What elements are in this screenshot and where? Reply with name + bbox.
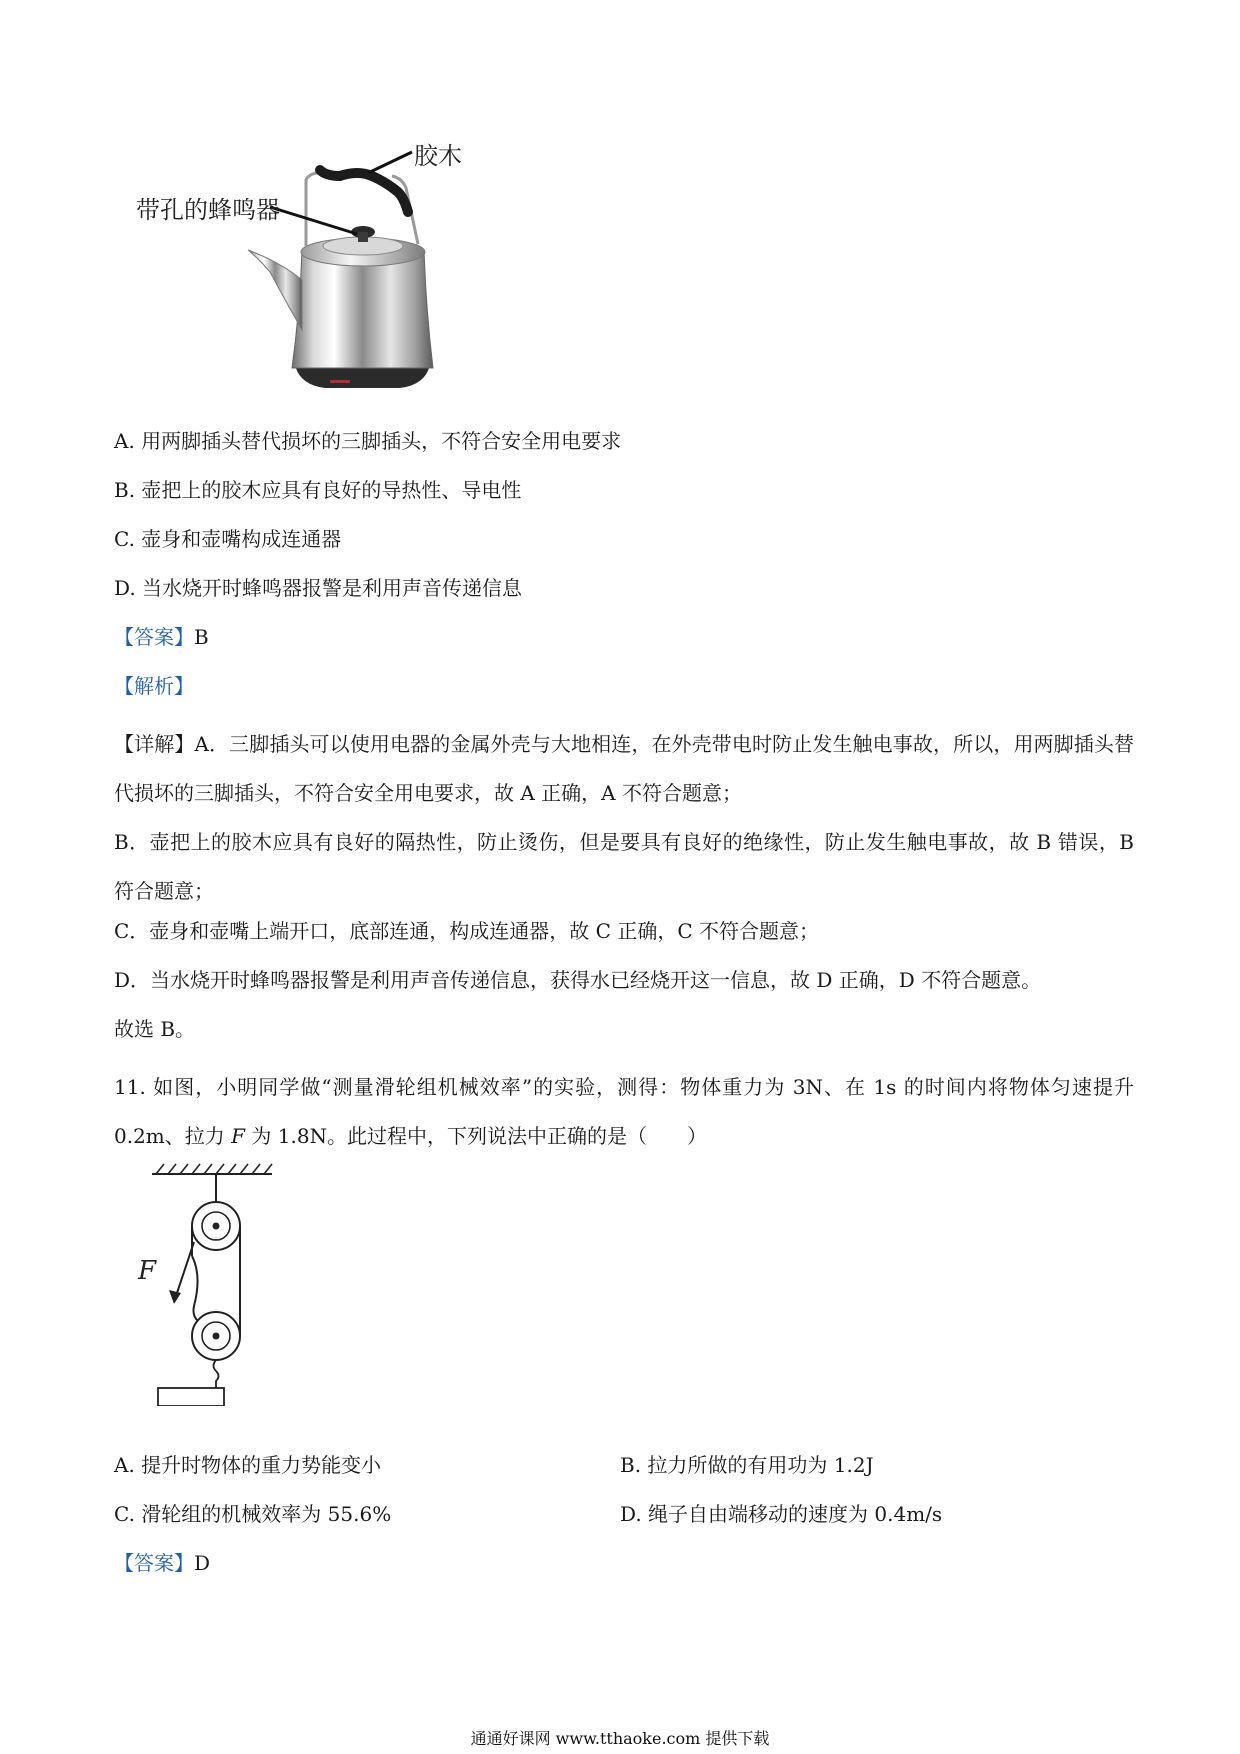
q10-option-c: C. 壶身和壶嘴构成连通器 <box>114 527 342 551</box>
pulley-figure <box>136 1156 286 1406</box>
q11-stem-part2: 为 1.8N。此过程中，下列说法中正确的是（ ） <box>245 1124 708 1148</box>
q10-option-d: D. 当水烧开时蜂鸣器报警是利用声音传递信息 <box>114 576 523 600</box>
answer-value: B <box>194 625 209 649</box>
force-label: F <box>138 1256 157 1286</box>
q10-option-a: A. 用两脚插头替代损坏的三脚插头，不符合安全用电要求 <box>114 429 622 453</box>
q11-option-b: B. 拉力所做的有用功为 1.2J <box>620 1453 874 1477</box>
q11-answer <box>114 1548 210 1578</box>
q10-conclusion: 故选 B。 <box>114 1017 196 1041</box>
q10-detail-c: C．壶身和壶嘴上端开口，底部连通，构成连通器，故 C 正确，C 不符合题意； <box>114 919 819 943</box>
q11-stem-part1: 11. 如图，小明同学做“测量滑轮组机械效率”的实验，测得：物体重力为 3N、在 1s 的时间内将物体匀速提升 0.2m、拉力 <box>114 1075 1134 1148</box>
q11-stem-var: F <box>231 1124 246 1148</box>
detail-a-text: A．三脚插头可以使用电器的金属外壳与大地相连，在外壳带电时防止发生触电事故，所以，用两脚插头替代损坏的三脚插头，不符合安全用电要求，故 A 正确，A 不符合题意； <box>114 732 1134 805</box>
q10-detail-a <box>114 720 1134 818</box>
handle-label: 胶木 <box>414 142 462 170</box>
q10-answer <box>114 622 209 652</box>
q11-option-a: A. 提升时物体的重力势能变小 <box>114 1453 382 1477</box>
q10-detail-d: D．当水烧开时蜂鸣器报警是利用声音传递信息，获得水已经烧开这一信息，故 D 正确，D 不符合题意。 <box>114 968 1042 992</box>
detail-tag: 【详解】 <box>114 732 195 756</box>
kettle-figure <box>130 140 530 400</box>
answer-tag: 【答案】 <box>114 1551 194 1575</box>
q11-stem <box>114 1063 1134 1161</box>
q11-option-c: C. 滑轮组的机械效率为 55.6% <box>114 1502 392 1526</box>
q11-option-d: D. 绳子自由端移动的速度为 0.4m/s <box>620 1502 943 1526</box>
kettle-illustration <box>130 140 530 400</box>
pulley-diagram <box>136 1156 286 1406</box>
answer-tag: 【答案】 <box>114 625 194 649</box>
page-footer: 通通好课网 www.tthaoke.com 提供下载 <box>470 1729 770 1748</box>
q10-analysis-tag: 【解析】 <box>114 674 194 698</box>
q10-option-b: B. 壶把上的胶木应具有良好的导热性、导电性 <box>114 478 522 502</box>
answer-value: D <box>194 1551 211 1575</box>
q10-detail-b: B．壶把上的胶木应具有良好的隔热性，防止烫伤，但是要具有良好的绝缘性，防止发生触电事故，故 B 错误，B 符合题意； <box>114 830 1134 903</box>
buzzer-label: 带孔的蜂鸣器 <box>136 196 280 224</box>
